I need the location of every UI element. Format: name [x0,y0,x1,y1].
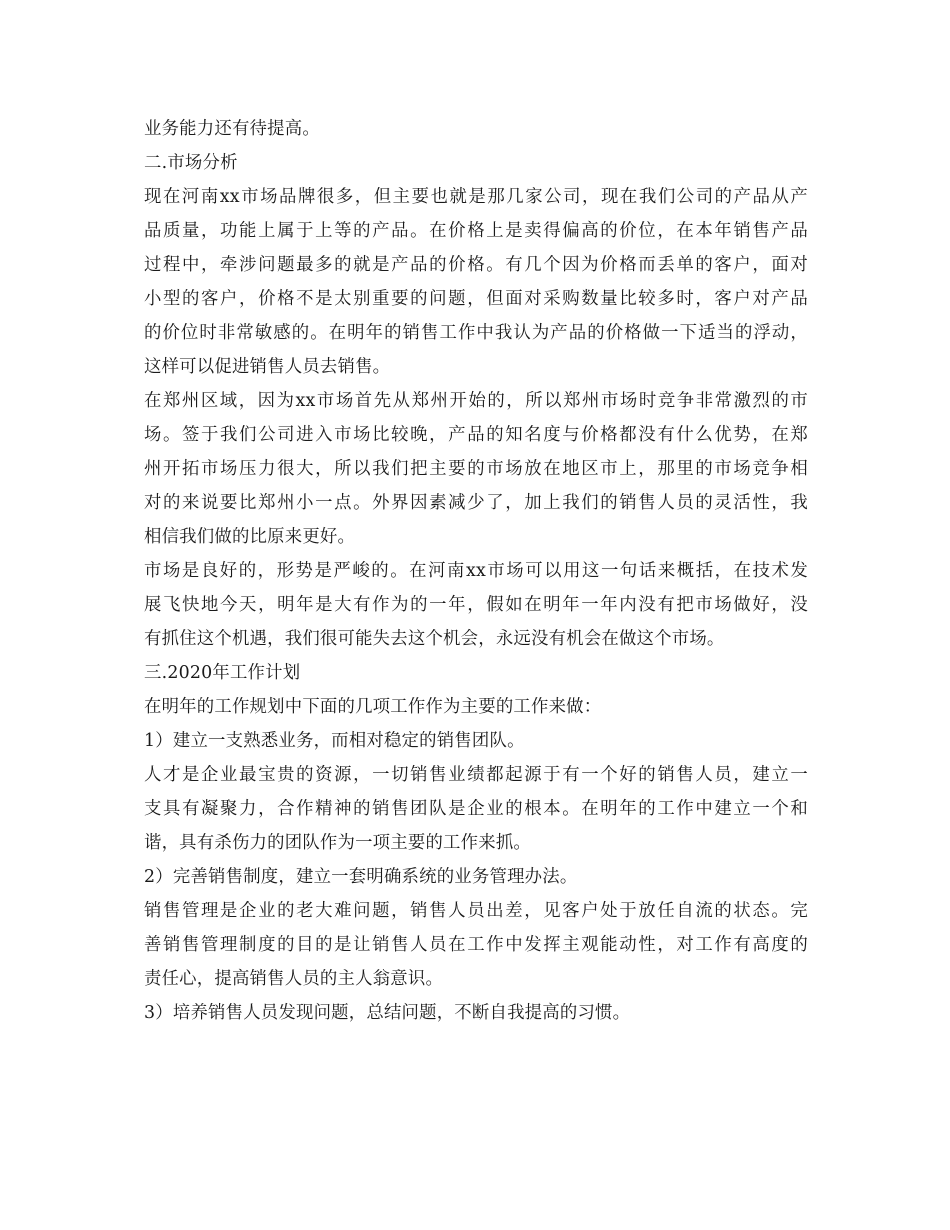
text-line: 展飞快地今天，明年是大有作为的一年，假如在明年一年内没有把市场做好，没 [144,595,808,615]
text-line: 州开拓市场压力很大，所以我们把主要的市场放在地区市上，那里的市场竞争相 [144,459,808,479]
text-line: 的价位时非常敏感的。在明年的销售工作中我认为产品的价格做一下适当的浮动， [144,323,808,343]
text-line: 对的来说要比郑州小一点。外界因素减少了，加上我们的销售人员的灵活性，我 [144,493,808,513]
text-line: 相信我们做的比原来更好。 [144,527,356,547]
text-line: 现在河南xx市场品牌很多，但主要也就是那几家公司，现在我们公司的产品从产 [144,187,808,207]
text-line: 销售管理是企业的老大难问题，销售人员出差，见客户处于放任自流的状态。完 [144,901,808,921]
text-line: 三.2020年工作计划 [144,663,301,683]
text-line: 过程中，牵涉问题最多的就是产品的价格。有几个因为价格而丢单的客户，面对 [144,255,808,275]
text-line: 二.市场分析 [144,153,238,173]
text-line: 责任心，提高销售人员的主人翁意识。 [144,969,444,989]
text-line: 业务能力还有待提高。 [144,119,320,139]
text-line: 场。签于我们公司进入市场比较晚，产品的知名度与价格都没有什么优势，在郑 [144,425,808,445]
text-line: 1）建立一支熟悉业务，而相对稳定的销售团队。 [144,731,525,751]
text-line: 在郑州区域，因为xx市场首先从郑州开始的，所以郑州市场时竞争非常激烈的市 [144,391,808,411]
text-line: 2）完善销售制度，建立一套明确系统的业务管理办法。 [144,867,578,887]
text-line: 在明年的工作规划中下面的几项工作作为主要的工作来做： [144,697,602,717]
text-line: 品质量，功能上属于上等的产品。在价格上是卖得偏高的价位，在本年销售产品 [144,221,808,241]
text-line: 谐，具有杀伤力的团队作为一项主要的工作来抓。 [144,833,531,853]
text-line: 人才是企业最宝贵的资源，一切销售业绩都起源于有一个好的销售人员，建立一 [144,765,808,785]
text-line: 小型的客户，价格不是太别重要的问题，但面对采购数量比较多时，客户对产品 [144,289,808,309]
text-line: 这样可以促进销售人员去销售。 [144,357,391,377]
text-line: 有抓住这个机遇，我们很可能失去这个机会，永远没有机会在做这个市场。 [144,629,725,649]
document-body [144,112,808,1030]
text-line: 善销售管理制度的目的是让销售人员在工作中发挥主观能动性，对工作有高度的 [144,935,808,955]
text-line: 支具有凝聚力，合作精神的销售团队是企业的根本。在明年的工作中建立一个和 [144,799,808,819]
text-line: 市场是良好的，形势是严峻的。在河南xx市场可以用这一句话来概括，在技术发 [144,561,808,581]
text-line: 3）培养销售人员发现问题，总结问题，不断自我提高的习惯。 [144,1003,631,1023]
